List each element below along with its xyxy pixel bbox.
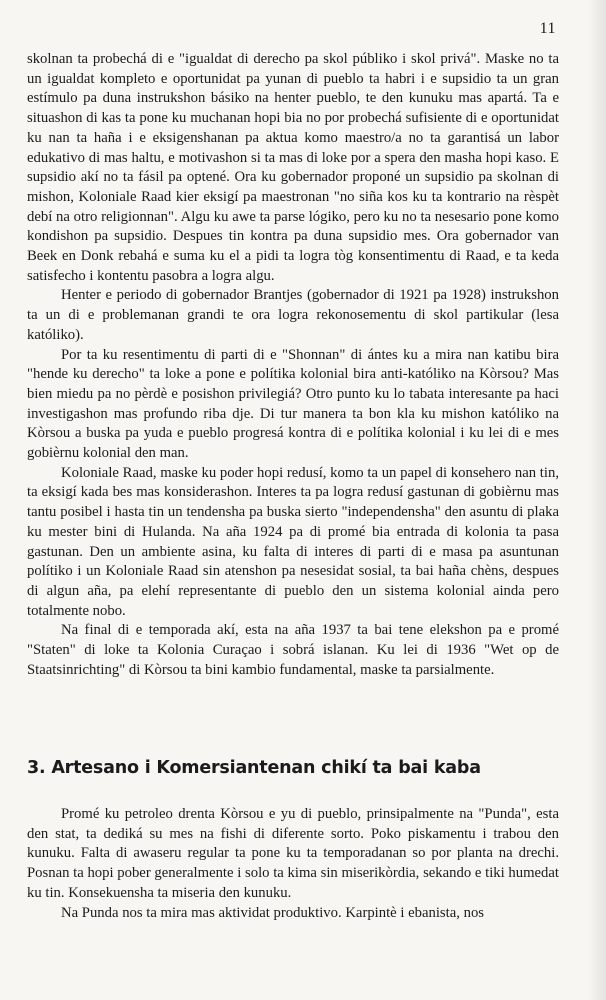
paragraph-4: Koloniale Raad, maske ku poder hopi redusí, komo ta un papel di konsehero nan tin, ta eksigí kada bes mas konsiderashon. Interes ta pa logra redusí gastunan di gobièrnu mas tantu posibel i hasta tin un tendensha pa buska sierto "independensha" den asuntu di plaka ku mester bini di Hulanda. Na aña 1924 pa di promé bia entrada di kolonia ta pasa gastunan. Den un ambiente asina, ku falta di interes di parti di e masa pa asuntunan polítiko i un Koloniale Raad sin atenshon pa nesesidat sosial, ta bai haña chèns, despues di algun aña, pa elehí representante di pueblo den un sistema kolonial ainda pero totalmente nobo. bbox=[27, 464, 559, 619]
paragraph-3: Por ta ku resentimentu di parti di e "Shonnan" di ántes ku a mira nan katibu bira "hende ku derecho" ta loke a pone e polítika kolonial bira anti-katóliko na Kòrsou? Mas bien miedu pa no pèrdè e posishon privilegiá? Otro punto ku lo tabata interesante pa haci investigashon mas profundo riba dje. Di tur manera ta bon kla ku mishon katóliko na Kòrsou a buska pa yuda e pueblo progresá kontra di e polítika kolonial i ku lei di e mes gobièrnu kolonial den man. bbox=[27, 346, 559, 462]
section-paragraph-2: Na Punda nos ta mira mas aktividat produktivo. Karpintè i ebanista, nos bbox=[61, 904, 484, 921]
section-heading: 3. Artesano i Komersiantenan chikí ta bai kaba bbox=[27, 758, 481, 778]
paragraph-2: Henter e periodo di gobernador Brantjes (gobernador di 1921 pa 1928) instrukshon ta un di e problemanan grandi te ora logra rekonosementu di skol partikular (lesa katóliko). bbox=[27, 287, 559, 343]
section-body bbox=[27, 805, 559, 923]
paragraph-5: Na final di e temporada akí, esta na aña 1937 ta bai tene elekshon pa e promé "Staten" di loke ta Kolonia Curaçao i sobrá islanan. Ku lei di 1936 "Wet op de Staatsinrichting" di Kòrsou ta bini kambio fundamental, maske ta parsialmente. bbox=[27, 622, 559, 678]
body-text bbox=[27, 50, 559, 681]
paragraph-1: skolnan ta probechá di e "igualdat di derecho pa skol públiko i skol privá". Maske no ta un igualdat kompleto e oportunidat pa yunan di pueblo ta habri i e supsidio ta un gran estímulo pa duna instrukshon básiko na henter pueblo, te den kunuku mas apartá. Ta e situashon di kas ta pone ku muchanan hopi bia no por probechá sufisiente di e oportunidat ku nan ta haña i e eksigenshanan pa aktua komo maestro/a no ta garantisá un labor edukativo di mas haltu, e motivashon si ta mas di loke por a spera den masha hopi kaso. E supsidio akí no ta fásil pa optené. Ora ku gobernador proponé un supsidio pa skolnan di mishon, Koloniale Raad kier eksigí pa maestronan "no siña kos ku ta kontrario na rèspèt debí na otro religionnan". Algu ku awe ta parse lógiko, pero ku no ta nesesario pone komo kondishon pa supsidio. Despues tin kontra pa duna supsidio mes. Ora gobernador van Beek en Donk rebahá e suma ku el a pidi ta logra tòg konsentimentu di Raad, e ta keda satisfecho i kontentu pasobra a logra algu. bbox=[27, 51, 559, 284]
page-edge-shadow bbox=[588, 0, 606, 1000]
page-number: 11 bbox=[539, 20, 556, 37]
section-paragraph-1: Promé ku petroleo drenta Kòrsou e yu di pueblo, prinsipalmente na "Punda", esta den stat, ta dediká su mes na fishi di diferente sorto. Poko piskamentu i trabou den kunuku. Falta di awaseru regular ta pone ku ta temporadanan so por planta na drechi. Posnan ta hopi pober generalmente i solo ta kima sin miserikòrdia, sekando e tiki humedat ku tin. Konsekuensha ta miseria den kunuku. bbox=[27, 806, 559, 901]
